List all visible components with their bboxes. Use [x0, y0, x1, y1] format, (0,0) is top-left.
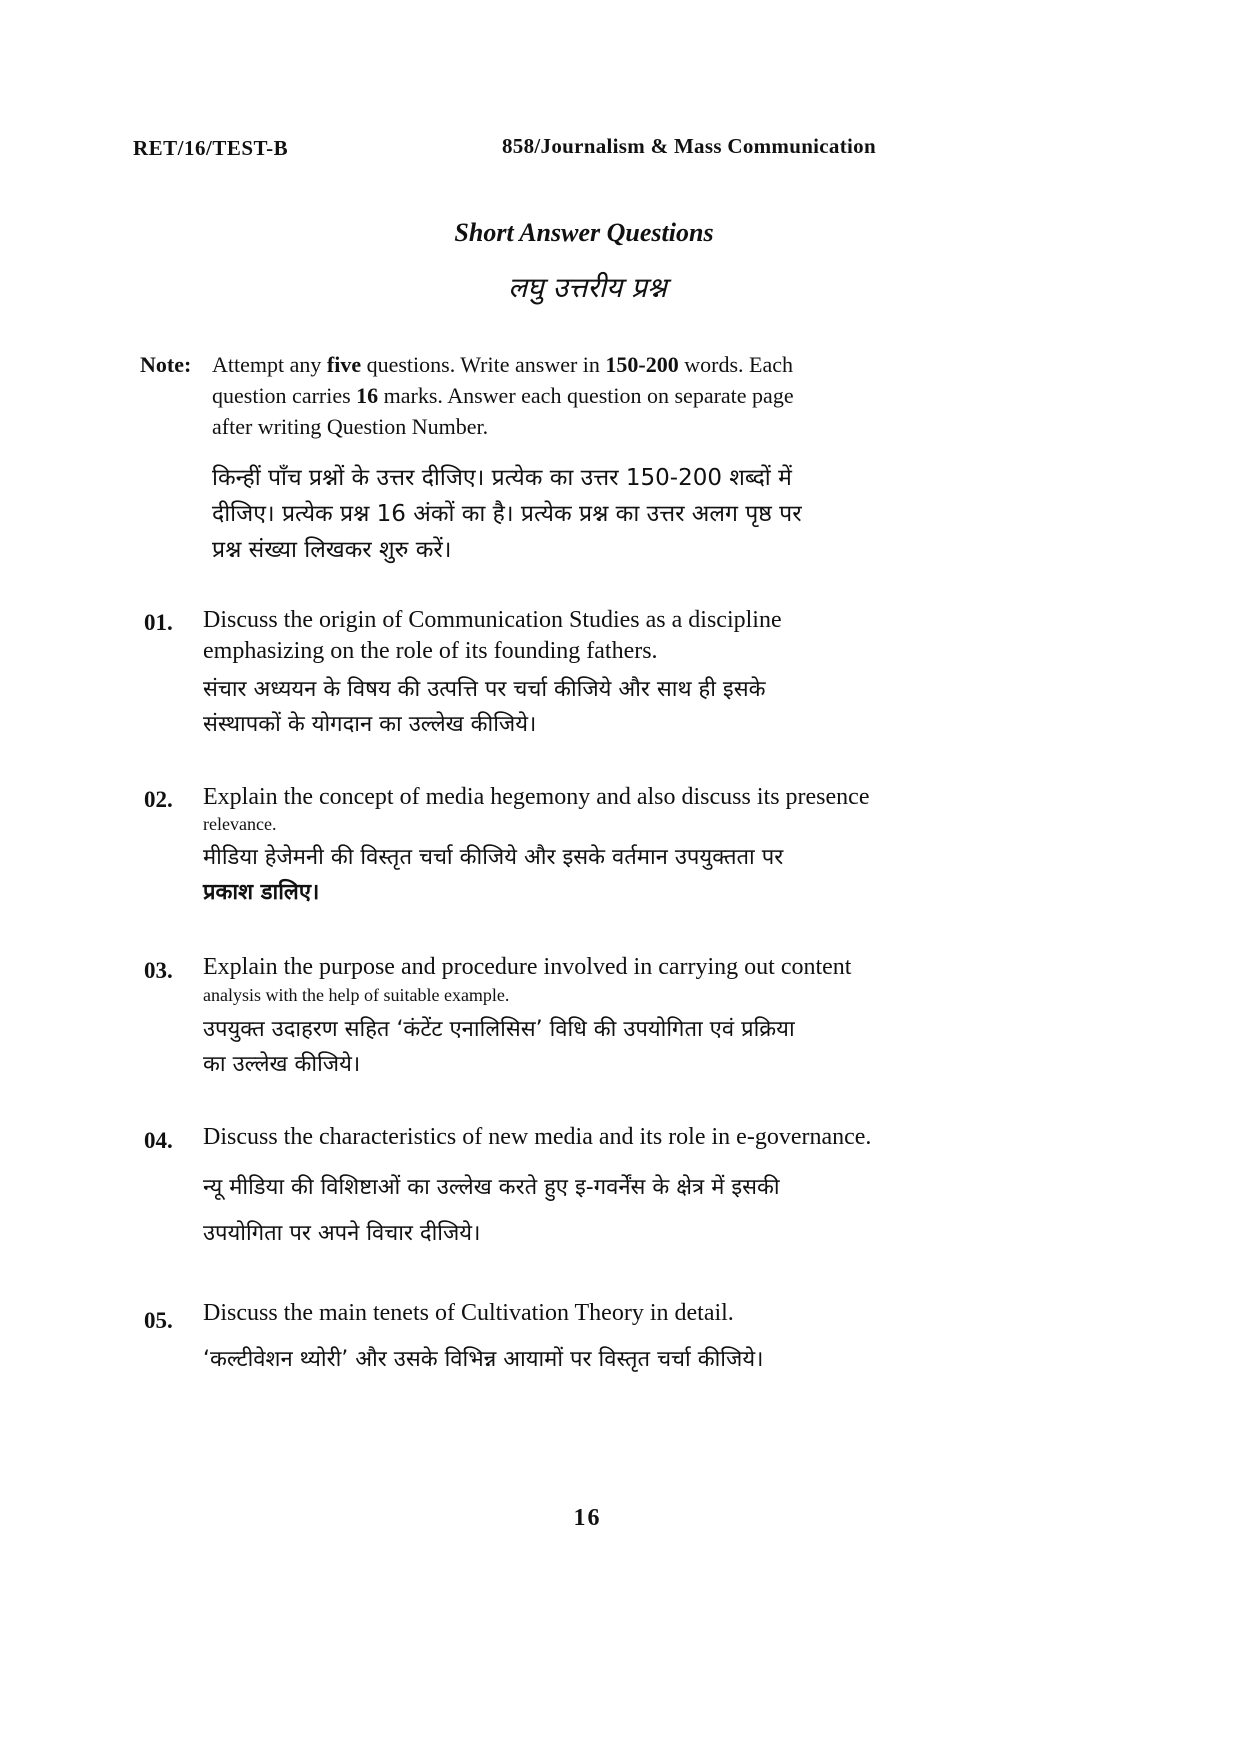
subject-title: 858/Journalism & Mass Communication — [502, 134, 876, 158]
question-3-hi-line2: का उल्लेख कीजिये। — [203, 1052, 361, 1077]
question-4-en-line1: Discuss the characteristics of new media and its role in e-governance. — [203, 1124, 872, 1150]
question-2-en-line2: relevance. — [203, 814, 277, 834]
question-3-en-line2: analysis with the help of suitable example. — [203, 985, 510, 1005]
question-1-en-line2: emphasizing on the role of its founding fathers. — [203, 638, 658, 664]
note-line2-c: marks. Answer each question on separate page — [378, 383, 794, 408]
question-5-english — [203, 1298, 1053, 1329]
question-4-hi-line1: न्यू मीडिया की विशिष्टाओं का उल्लेख करते हुए इ-गवर्नेंस के क्षेत्र में इसकी — [203, 1175, 780, 1200]
note-line1-c: questions. Write answer in — [361, 352, 606, 377]
note-line3: after writing Question Number. — [212, 414, 489, 439]
question-3-hindi — [203, 1012, 1053, 1082]
note-hindi-line3: प्रश्न संख्या लिखकर शुरु करें। — [212, 537, 452, 563]
question-1-hi-line1: संचार अध्ययन के विषय की उत्पत्ति पर चर्चा कीजिये और साथ ही इसके — [203, 677, 766, 702]
note-line1-a: Attempt any — [212, 352, 327, 377]
question-4-hindi — [203, 1165, 1053, 1257]
question-3-hi-line1: उपयुक्त उदाहरण सहित ‘कंटेंट एनालिसिस’ विधि की उपयोगिता एवं प्रक्रिया — [203, 1017, 795, 1042]
question-1-en-line1: Discuss the origin of Communication Studies as a discipline — [203, 607, 782, 633]
page-number: 16 — [573, 1505, 602, 1531]
question-3-english — [203, 952, 1053, 1007]
instructions-note-hindi — [212, 460, 1052, 568]
question-2-english — [203, 782, 1053, 835]
instructions-note — [140, 349, 1040, 442]
note-label: Note: — [140, 352, 192, 377]
question-2-en-line1: Explain the concept of media hegemony and also discuss its presence — [203, 784, 870, 810]
question-1-number: 01. — [144, 610, 173, 635]
question-5-en-line1: Discuss the main tenets of Cultivation Theory in detail. — [203, 1300, 734, 1326]
question-2-number: 02. — [144, 787, 173, 812]
note-line2 — [140, 380, 1040, 411]
question-5-hindi — [203, 1342, 1053, 1377]
note-line1-d: 150-200 — [605, 352, 679, 377]
question-4-number: 04. — [144, 1128, 173, 1153]
question-2-hindi — [203, 840, 1053, 910]
section-title-hindi: लघु उत्तरीय प्रश्न — [508, 271, 667, 304]
note-line2-a: question carries — [212, 383, 357, 408]
question-1-english — [203, 605, 1053, 667]
question-2-hi-line2: प्रकाश डालिए। — [203, 880, 320, 905]
exam-code: RET/16/TEST-B — [133, 136, 289, 160]
question-5-number: 05. — [144, 1308, 173, 1333]
question-5-hi-line1: ‘कल्टीवेशन थ्योरी’ और उसके विभिन्न आयामों पर विस्तृत चर्चा कीजिये। — [203, 1347, 764, 1372]
question-3-en-line1: Explain the purpose and procedure involved in carrying out content — [203, 954, 852, 980]
note-line2-b: 16 — [356, 383, 379, 408]
question-1-hindi — [203, 672, 1053, 742]
question-4-english — [203, 1122, 1053, 1153]
question-4-hi-line2: उपयोगिता पर अपने विचार दीजिये। — [203, 1221, 481, 1246]
note-line1-b: five — [326, 352, 362, 377]
question-2-hi-line1: मीडिया हेजेमनी की विस्तृत चर्चा कीजिये और इसके वर्तमान उपयुक्तता पर — [203, 845, 784, 870]
section-title-english: Short Answer Questions — [454, 218, 714, 247]
note-hindi-line1: किन्हीं पाँच प्रश्नों के उत्तर दीजिए। प्रत्येक का उत्तर 150-200 शब्दों में — [212, 465, 792, 491]
note-line1-e: words. Each — [678, 352, 793, 377]
note-hindi-line2: दीजिए। प्रत्येक प्रश्न 16 अंकों का है। प्रत्येक प्रश्न का उत्तर अलग पृष्ठ पर — [212, 501, 802, 527]
question-1-hi-line2: संस्थापकों के योगदान का उल्लेख कीजिये। — [203, 712, 537, 737]
question-3-number: 03. — [144, 958, 173, 983]
